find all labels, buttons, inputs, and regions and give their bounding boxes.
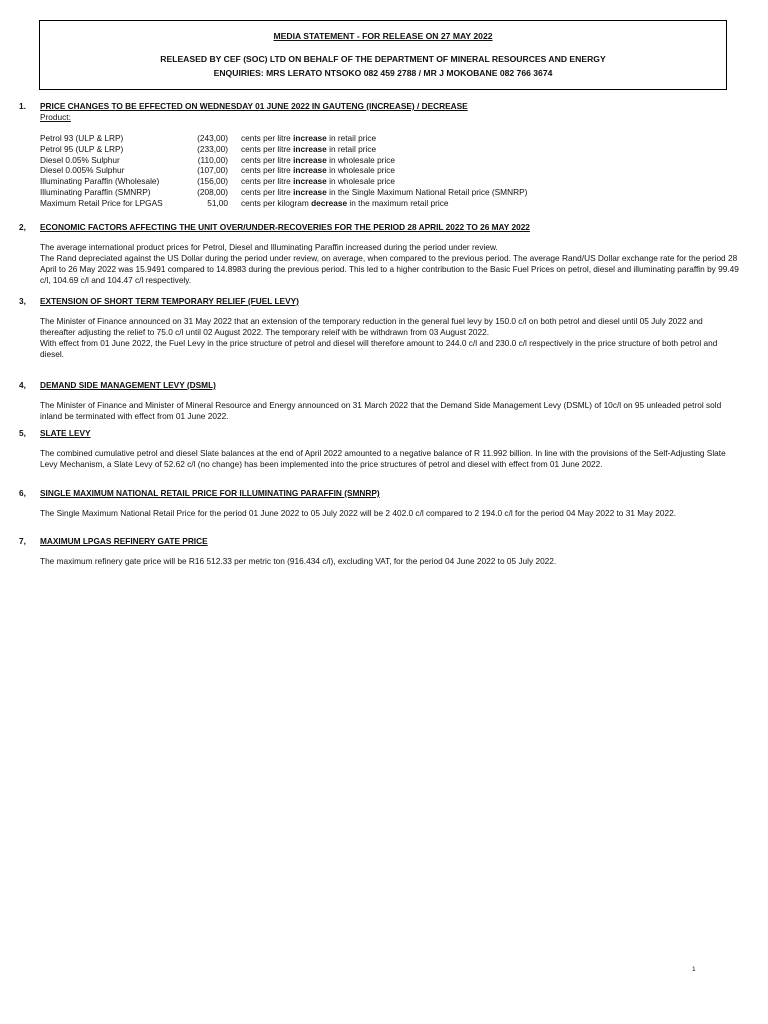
paragraph: The combined cumulative petrol and diesel Slate balances at the end of April 2022 amounted to a negative balance of R 11.992 billion. In line with the provisions of the Self-Adjusting Slate Levy Mechanism, a Slate Levy of 52.62 c/l (no change) has been implemented into the price structures of petrol and diesel with effect from 01 June 2022. xyxy=(40,447,726,469)
section-number: 5, xyxy=(19,428,26,438)
price-row xyxy=(40,133,739,144)
section-lpgas-gate-price xyxy=(19,536,739,567)
price-change-description: cents per litre increase in the Single Maximum National Retail price (SMNRP) xyxy=(241,187,528,198)
section-title: SLATE LEVY xyxy=(40,428,91,438)
release-title: MEDIA STATEMENT - FOR RELEASE ON 27 MAY 2022 xyxy=(273,31,493,41)
paragraph: The maximum refinery gate price will be R16 512.33 per metric ton (916.434 c/l), excluding VAT, for the period 04 June 2022 to 05 July 2022. xyxy=(40,555,557,566)
section-title: DEMAND SIDE MANAGEMENT LEVY (DSML) xyxy=(40,380,216,390)
released-by-line: RELEASED BY CEF (SOC) LTD ON BEHALF OF THE DEPARTMENT OF MINERAL RESOURCES AND ENERGY xyxy=(160,54,606,64)
price-change-description: cents per litre increase in wholesale price xyxy=(241,176,396,187)
product-subheading: Product: xyxy=(40,111,71,122)
section-body xyxy=(40,242,739,286)
price-change-description: cents per litre increase in wholesale price xyxy=(241,154,396,165)
section-number: 7, xyxy=(19,536,26,546)
media-statement-header xyxy=(39,20,727,90)
paragraph: The Rand depreciated against the US Dollar during the period under review, on average, when compared to the previous period. The average Rand/US Dollar exchange rate for the period 28 April to 26 May 2022 was 15.9491 compared to 14.8983 during the previous period. This led to a higher contribution to the Basic Fuel Prices on petrol, diesel and illuminating paraffin by 99.49 c/l, 104.69 c/l and 104.47 c/l respectively. xyxy=(40,252,739,285)
product-name: Illuminating Paraffin (SMNRP) xyxy=(40,187,151,198)
section-number: 4, xyxy=(19,380,26,390)
price-row xyxy=(40,144,739,155)
price-row xyxy=(40,165,739,176)
section-number: 1. xyxy=(19,101,26,111)
section-title: MAXIMUM LPGAS REFINERY GATE PRICE xyxy=(40,536,208,546)
section-fuel-levy-relief xyxy=(19,296,739,360)
section-title: EXTENSION OF SHORT TERM TEMPORARY RELIEF (FUEL LEVY) xyxy=(40,296,299,306)
section-title: ECONOMIC FACTORS AFFECTING THE UNIT OVER/UNDER-RECOVERIES FOR THE PERIOD 28 APRIL 2022 TO 26 MAY 2022 xyxy=(40,222,530,232)
product-name: Illuminating Paraffin (Wholesale) xyxy=(40,176,160,187)
page-number: 1 xyxy=(692,966,696,973)
section-number: 6, xyxy=(19,488,26,498)
paragraph: With effect from 01 June 2022, the Fuel Levy in the price structure of petrol and diesel will therefore amount to 244.0 c/l and 230.0 c/l respectively in the price structure of both petrol and diesel. xyxy=(40,337,718,359)
product-name: Diesel 0.05% Sulphur xyxy=(40,154,120,165)
price-row xyxy=(40,198,739,209)
section-body xyxy=(40,448,739,470)
section-body xyxy=(40,316,739,360)
price-change-value: 51,00 xyxy=(207,198,228,209)
section-body xyxy=(40,556,739,567)
product-name: Maximum Retail Price for LPGAS xyxy=(40,198,163,209)
paragraph: The Single Maximum National Retail Price for the period 01 June 2022 to 05 July 2022 will be 2 402.0 c/l compared to 2 194.0 c/l for the period 04 May 2022 to 31 May 2022. xyxy=(40,507,677,518)
price-change-value: (243,00) xyxy=(197,132,228,143)
section-slate-levy xyxy=(19,428,739,470)
section-smnrp xyxy=(19,488,739,519)
section-number: 3, xyxy=(19,296,26,306)
price-change-value: (107,00) xyxy=(197,165,228,176)
section-body xyxy=(40,508,739,519)
section-economic-factors xyxy=(19,222,739,286)
paragraph: The average international product prices for Petrol, Diesel and Illuminating Paraffin increased during the period under review. xyxy=(40,241,498,252)
paragraph: The Minister of Finance announced on 31 May 2022 that an extension of the temporary reduction in the general fuel levy by 150.0 c/l on both petrol and diesel until 05 July 2022 and thereafter adjusting the relief to 75.0 c/l until 02 August 2022. The temporary releif with be withdrawn from 03 August 2022. xyxy=(40,315,703,337)
enquiries-line: ENQUIRIES: MRS LERATO NTSOKO 082 459 2788 / MR J MOKOBANE 082 766 3674 xyxy=(213,68,553,78)
price-changes-table xyxy=(40,133,739,209)
price-row xyxy=(40,155,739,166)
paragraph: The Minister of Finance and Minister of Mineral Resource and Energy announced on 31 March 2022 that the Demand Side Management Levy (DSML) of 10c/l on 95 unleaded petrol sold inland be terminated with effect from 01 June 2022. xyxy=(40,399,722,421)
section-number: 2, xyxy=(19,222,26,232)
price-row xyxy=(40,176,739,187)
price-change-value: (110,00) xyxy=(197,154,228,165)
section-dsml xyxy=(19,380,739,422)
product-name: Diesel 0.005% Sulphur xyxy=(40,165,125,176)
section-title: SINGLE MAXIMUM NATIONAL RETAIL PRICE FOR ILLUMINATING PARAFFIN (SMNRP) xyxy=(40,488,380,498)
price-change-description: cents per litre increase in wholesale price xyxy=(241,165,396,176)
price-change-value: (233,00) xyxy=(197,143,228,154)
section-body xyxy=(40,400,739,422)
product-name: Petrol 95 (ULP & LRP) xyxy=(40,143,124,154)
price-change-description: cents per litre increase in retail price xyxy=(241,132,377,143)
price-change-value: (156,00) xyxy=(197,176,228,187)
price-change-value: (208,00) xyxy=(197,187,228,198)
section-price-changes xyxy=(19,101,739,209)
price-row xyxy=(40,187,739,198)
section-title: PRICE CHANGES TO BE EFFECTED ON WEDNESDAY 01 JUNE 2022 IN GAUTENG (INCREASE) / DECREASE xyxy=(40,101,468,111)
price-change-description: cents per kilogram decrease in the maximum retail price xyxy=(241,198,449,209)
price-change-description: cents per litre increase in retail price xyxy=(241,143,377,154)
product-name: Petrol 93 (ULP & LRP) xyxy=(40,132,124,143)
